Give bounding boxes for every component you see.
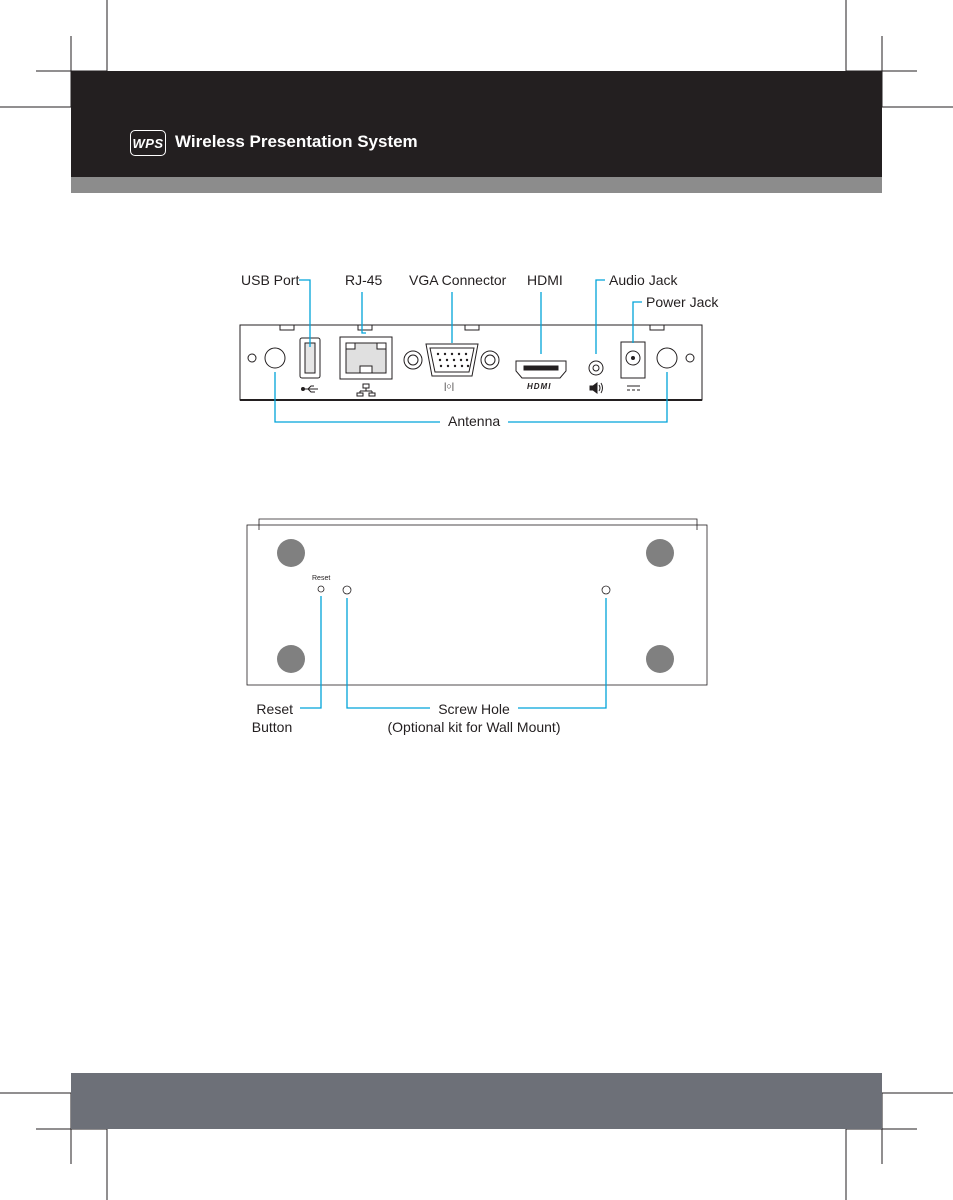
usb-port-label: USB Port <box>241 272 300 288</box>
screw-hole-label-line2: (Optional kit for Wall Mount) <box>387 719 561 735</box>
screw-hole-left <box>343 586 351 594</box>
rj45-label: RJ-45 <box>345 272 383 288</box>
screw-hole-label <box>376 700 572 736</box>
page-title: Wireless Presentation System <box>175 132 418 151</box>
foot-bottom-left <box>277 645 305 673</box>
reset-button-hole <box>318 586 324 592</box>
foot-top-right <box>646 539 674 567</box>
screw-hole-label-line1: Screw Hole <box>438 701 510 717</box>
bottom-panel-chassis <box>247 519 707 685</box>
vga-connector-label: VGA Connector <box>409 272 507 288</box>
reset-button-label <box>245 700 299 736</box>
hdmi-logo-mark: HDMI <box>527 382 552 391</box>
antenna-label: Antenna <box>448 413 501 429</box>
reset-silkscreen-label: Reset <box>312 575 331 582</box>
reset-button-label-line1: Reset <box>256 701 293 717</box>
vga-mark: |○| <box>444 381 455 391</box>
screw-hole-right <box>602 586 610 594</box>
audio-jack-label: Audio Jack <box>609 272 678 288</box>
hdmi-label: HDMI <box>527 272 563 288</box>
foot-top-left <box>277 539 305 567</box>
power-jack-label: Power Jack <box>646 294 719 310</box>
reset-button-label-line2: Button <box>251 719 293 735</box>
wps-logo: WPS <box>130 130 166 156</box>
foot-bottom-right <box>646 645 674 673</box>
